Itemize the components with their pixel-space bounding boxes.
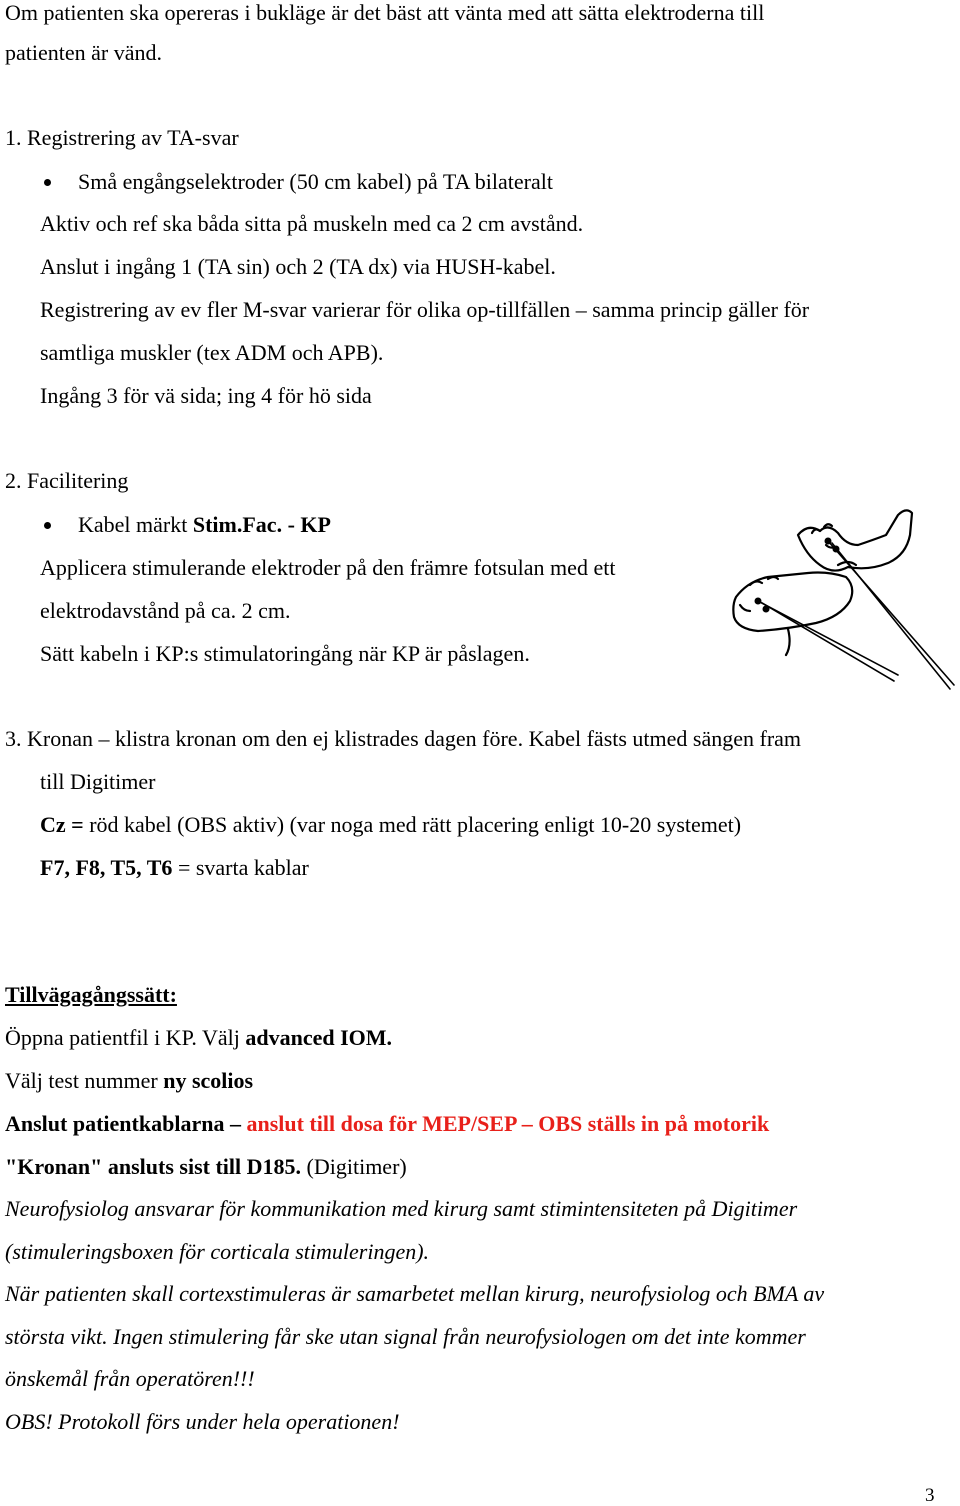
bullet-icon (44, 522, 51, 529)
procedure-open-bold: advanced IOM. (245, 1025, 393, 1050)
procedure-open-line (5, 1025, 392, 1051)
page-number: 3 (925, 1485, 935, 1506)
procedure-test-line (5, 1068, 253, 1094)
section-2-heading: 2. Facilitering (5, 468, 129, 493)
procedure-test-bold: ny scolios (163, 1068, 254, 1093)
section-2-line: Sätt kabeln i KP:s stimulatoringång när KP är påslagen. (40, 641, 530, 666)
procedure-crown-line (5, 1154, 407, 1180)
section-1-line: Ingång 3 för vä sida; ing 4 för hö sida (40, 383, 372, 408)
procedure-connect-bold: Anslut patientkablarna – (5, 1111, 247, 1136)
f-cables-line (40, 855, 309, 881)
procedure-note-line: största vikt. Ingen stimulering får ske utan signal från neurofysiologen om det inte kommer (5, 1324, 806, 1349)
f-cables-description: = svarta kablar (172, 855, 309, 880)
procedure-connect-line (5, 1111, 769, 1137)
section-1-line: Registrering av ev fler M-svar varierar för olika op-tillfällen – samma princip gäller för (40, 297, 810, 322)
cable-label-prefix: Kabel märkt (78, 512, 193, 537)
section-1-line: samtliga muskler (tex ADM och APB). (40, 340, 384, 365)
procedure-crown-bold: "Kronan" ansluts sist till D185. (5, 1154, 302, 1179)
section-2-bullet (78, 512, 331, 538)
section-3-line-1: 3. Kronan – klistra kronan om den ej klistrades dagen före. Kabel fästs utmed sängen fram (5, 726, 802, 751)
section-2-line: elektrodavstånd på ca. 2 cm. (40, 598, 291, 623)
intro-line-2: patienten är vänd. (5, 40, 162, 65)
section-1-line: Aktiv och ref ska båda sitta på muskeln med ca 2 cm avstånd. (40, 211, 584, 236)
procedure-note-line: OBS! Protokoll förs under hela operationen! (5, 1409, 400, 1434)
intro-line-1: Om patienten ska opereras i bukläge är det bäst att vänta med att sätta elektroderna till (5, 0, 765, 25)
procedure-connect-red: anslut till dosa för MEP/SEP – OBS ställs in på motorik (246, 1111, 770, 1136)
section-3-line-2: till Digitimer (40, 769, 156, 794)
procedure-note-line: När patienten skall cortexstimuleras är samarbetet mellan kirurg, neurofysiolog och BMA av (5, 1281, 825, 1306)
procedure-heading: Tillvägagångssätt: (5, 982, 177, 1007)
procedure-open-text: Öppna patientfil i KP. Välj (5, 1025, 246, 1050)
procedure-test-text: Välj test nummer (5, 1068, 164, 1093)
cz-cable-line (40, 812, 741, 838)
section-1-line: Anslut i ingång 1 (TA sin) och 2 (TA dx) via HUSH-kabel. (40, 254, 556, 279)
procedure-note-line: (stimuleringsboxen för corticala stimuleringen). (5, 1239, 430, 1264)
cz-description: röd kabel (OBS aktiv) (var noga med rätt placering enligt 10-20 systemet) (83, 812, 742, 837)
f-cables-label: F7, F8, T5, T6 (40, 855, 173, 880)
bullet-icon (44, 179, 51, 186)
foot-electrode-illustration (728, 505, 960, 690)
cz-label: Cz = (40, 812, 84, 837)
section-2-line: Applicera stimulerande elektroder på den främre fotsulan med ett (40, 555, 616, 580)
section-1-heading: 1. Registrering av TA-svar (5, 125, 239, 150)
procedure-note-line: Neurofysiolog ansvarar för kommunikation med kirurg samt stimintensiteten på Digitimer (5, 1196, 798, 1221)
procedure-note-line: önskemål från operatören!!! (5, 1366, 255, 1391)
procedure-crown-text: (Digitimer) (301, 1154, 407, 1179)
section-1-bullet: Små engångselektroder (50 cm kabel) på TA bilateralt (78, 169, 553, 194)
cable-label-bold: Stim.Fac. - KP (192, 512, 331, 537)
